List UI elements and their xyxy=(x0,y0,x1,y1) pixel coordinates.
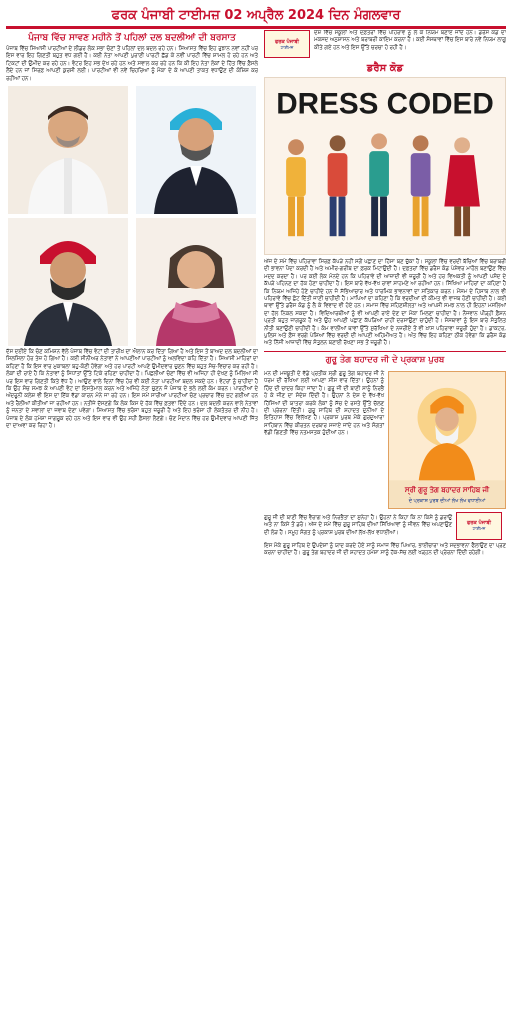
person-photo-icon xyxy=(134,86,258,214)
leader-photo-4 xyxy=(134,218,258,346)
masthead-rule xyxy=(6,26,506,29)
right-column xyxy=(264,30,506,1020)
guru-paragraph-2: ਗੁਰੂ ਜੀ ਦੀ ਬਾਣੀ ਵਿੱਚ ਵੈਰਾਗ ਅਤੇ ਨਿਰਭੈਤਾ ਦਾ ਸੁਨੇਹਾ ਹੈ। ਉਹਨਾਂ ਨੇ ਕਿਹਾ ਕਿ ਨਾ ਕਿਸੇ ਨੂੰ ਡਰਾਉ ਅਤੇ ਨਾ ਕਿਸੇ ਤੋਂ ਡਰੋ। ਅੱਜ ਦੇ ਸਮੇਂ ਵਿੱਚ ਗੁਰੂ ਸਾਹਿਬ ਦੀਆਂ ਸਿੱਖਿਆਵਾਂ ਨੂੰ ਜੀਵਨ ਵਿੱਚ ਅਪਣਾਉਣ ਦੀ ਲੋੜ ਹੈ। ਸਮੂਹ ਸੰਗਤ ਨੂੰ ਪ੍ਰਕਾਸ਼ ਪੁਰਬ ਦੀਆਂ ਲੱਖ-ਲੱਖ ਵਧਾਈਆਂ। xyxy=(264,514,452,536)
left-headline: ਪੰਜਾਬ ਵਿੱਚ ਸਾਵਣ ਮਹੀਨੇ ਤੋਂ ਪਹਿਲਾਂ ਦਲ ਬਦਲੀਆਂ ਦੀ ਬਰਸਾਤ xyxy=(28,33,236,43)
dress-intro-text: ਦੇਸ਼ ਵਿੱਚ ਸਕੂਲਾਂ ਅਤੇ ਦਫ਼ਤਰਾਂ ਵਿੱਚ ਪਹਿਰਾਵੇ ਨੂੰ ਲੈ ਕੇ ਨਿਯਮ ਬਣਾਏ ਜਾਂਦੇ ਹਨ। ਡਰੈਸ ਕੋਡ ਦਾ ਮਕਸਦ ਅਨੁਸ਼ਾਸਨ ਅਤੇ ਬਰਾਬਰੀ ਕਾਇਮ ਕਰਨਾ ਹੈ। ਕਈ ਸੰਸਥਾਵਾਂ ਵਿੱਚ ਇਸ ਬਾਰੇ ਨਵੇਂ ਨਿਯਮ ਲਾਗੂ ਕੀਤੇ ਗਏ ਹਨ ਅਤੇ ਇਸ ਉੱਤੇ ਚਰਚਾ ਹੋ ਰਹੀ ਹੈ। xyxy=(314,30,506,51)
page-columns xyxy=(6,30,506,1020)
closing-paragraph: ਇਸ ਮੌਕੇ ਗੁਰੂ ਸਾਹਿਬ ਦੇ ਉਪਦੇਸ਼ਾਂ ਨੂੰ ਯਾਦ ਕਰਦੇ ਹੋਏ ਸਾਨੂੰ ਸਮਾਜ ਵਿੱਚ ਪਿਆਰ, ਭਾਈਚਾਰਾ ਅਤੇ ਸਦਭਾਵਨਾ ਫੈਲਾਉਣ ਦਾ ਪ੍ਰਣ ਕਰਨਾ ਚਾਹੀਦਾ ਹੈ। ਗੁਰੂ ਤੇਗ ਬਹਾਦਰ ਜੀ ਦੀ ਸ਼ਹਾਦਤ ਹਮੇਸ਼ਾ ਸਾਨੂੰ ਹੱਕ-ਸੱਚ ਲਈ ਖੜ੍ਹਨ ਦੀ ਪ੍ਰੇਰਨਾ ਦਿੰਦੀ ਰਹੇਗੀ। xyxy=(264,542,506,557)
leader-photo-1 xyxy=(6,86,130,214)
dress-code-banner xyxy=(264,77,506,255)
dress-article: ਅੱਜ ਦੇ ਸਮੇਂ ਵਿੱਚ ਪਹਿਰਾਵਾ ਸਿਰਫ਼ ਕੱਪੜੇ ਨਹੀਂ ਸਗੋਂ ਪਛਾਣ ਦਾ ਹਿੱਸਾ ਬਣ ਚੁੱਕਾ ਹੈ। ਸਕੂਲਾਂ ਵਿੱਚ ਵਰਦੀ ਬੱਚਿਆਂ ਵਿੱਚ ਬਰਾਬਰੀ ਦੀ ਭਾਵਨਾ ਪੈਦਾ ਕਰਦੀ ਹੈ ਅਤੇ ਅਮੀਰ-ਗਰੀਬ ਦਾ ਫ਼ਰਕ ਮਿਟਾਉਂਦੀ ਹੈ। ਦਫ਼ਤਰਾਂ ਵਿੱਚ ਡਰੈਸ ਕੋਡ ਪੇਸ਼ੇਵਰ ਮਾਹੌਲ ਬਣਾਉਣ ਵਿੱਚ ਮਦਦ ਕਰਦਾ ਹੈ। ਪਰ ਕਈ ਲੋਕ ਮੰਨਦੇ ਹਨ ਕਿ ਪਹਿਰਾਵੇ ਦੀ ਆਜ਼ਾਦੀ ਵੀ ਜ਼ਰੂਰੀ ਹੈ ਅਤੇ ਹਰ ਵਿਅਕਤੀ ਨੂੰ ਆਪਣੀ ਪਸੰਦ ਦੇ ਕੱਪੜੇ ਪਹਿਨਣ ਦਾ ਹੱਕ ਹੋਣਾ ਚਾਹੀਦਾ ਹੈ। ਇਸ ਬਾਰੇ ਵੱਖ-ਵੱਖ ਰਾਵਾਂ ਸਾਹਮਣੇ ਆ ਰਹੀਆਂ ਹਨ। ਸਿੱਖਿਆ ਮਾਹਿਰਾਂ ਦਾ ਕਹਿਣਾ ਹੈ ਕਿ ਨਿਯਮ ਅਜਿਹੇ ਹੋਣੇ ਚਾਹੀਦੇ ਹਨ ਜੋ ਸੱਭਿਆਚਾਰ ਅਤੇ ਧਾਰਮਿਕ ਭਾਵਨਾਵਾਂ ਦਾ ਸਤਿਕਾਰ ਕਰਨ। ਮੌਸਮ ਦੇ ਹਿਸਾਬ ਨਾਲ ਵੀ ਪਹਿਰਾਵੇ ਵਿੱਚ ਛੋਟ ਦਿੱਤੀ ਜਾਣੀ ਚਾਹੀਦੀ ਹੈ। ਮਾਪਿਆਂ ਦਾ ਕਹਿਣਾ ਹੈ ਕਿ ਵਰਦੀਆਂ ਦੀ ਕੀਮਤ ਵੀ ਵਾਜਬ ਹੋਣੀ ਚਾਹੀਦੀ ਹੈ। ਕਈ ਥਾਵਾਂ ਉੱਤੇ ਡਰੈਸ ਕੋਡ ਨੂੰ ਲੈ ਕੇ ਵਿਵਾਦ ਵੀ ਹੋਏ ਹਨ। ਸਮਾਜ ਵਿੱਚ ਸਹਿਣਸ਼ੀਲਤਾ ਅਤੇ ਆਪਸੀ ਸਮਝ ਨਾਲ ਹੀ ਇਹਨਾਂ ਮਸਲਿਆਂ ਦਾ ਹੱਲ ਨਿਕਲ ਸਕਦਾ ਹੈ। ਵਿਦਿਆਰਥੀਆਂ ਨੂੰ ਵੀ ਆਪਣੀ ਰਾਏ ਦੇਣ ਦਾ ਮੌਕਾ ਮਿਲਣਾ ਚਾਹੀਦਾ ਹੈ। ਨੌਜਵਾਨ ਪੀੜ੍ਹੀ ਫ਼ੈਸ਼ਨ ਪ੍ਰਤੀ ਬਹੁਤ ਜਾਗਰੂਕ ਹੈ ਅਤੇ ਉਹ ਆਪਣੀ ਪਛਾਣ ਕੱਪੜਿਆਂ ਰਾਹੀਂ ਦਰਸਾਉਣਾ ਚਾਹੁੰਦੀ ਹੈ। ਸੰਸਥਾਵਾਂ ਨੂੰ ਇਸ ਬਾਰੇ ਸੰਤੁਲਿਤ ਨੀਤੀ ਬਣਾਉਣੀ ਚਾਹੀਦੀ ਹੈ। ਕੰਮ ਵਾਲੀਆਂ ਥਾਵਾਂ ਉੱਤੇ ਸੁਰੱਖਿਆ ਦੇ ਨਜ਼ਰੀਏ ਤੋਂ ਵੀ ਖ਼ਾਸ ਪਹਿਰਾਵਾ ਜ਼ਰੂਰੀ ਹੁੰਦਾ ਹੈ। ਡਾਕਟਰ, ਪੁਲਿਸ ਅਤੇ ਫ਼ੌਜ ਵਰਗੇ ਪੇਸ਼ਿਆਂ ਵਿੱਚ ਵਰਦੀ ਦੀ ਆਪਣੀ ਅਹਿਮੀਅਤ ਹੈ। ਅੰਤ ਵਿੱਚ ਇਹ ਕਹਿਣਾ ਠੀਕ ਹੋਵੇਗਾ ਕਿ ਡਰੈਸ ਕੋਡ ਅਤੇ ਨਿੱਜੀ ਆਜ਼ਾਦੀ ਵਿੱਚ ਸੰਤੁਲਨ ਬਣਾਈ ਰੱਖਣਾ ਸਭ ਤੋਂ ਜ਼ਰੂਰੀ ਹੈ। xyxy=(264,259,506,347)
logo-line-2: ਟਾਈਮਜ਼ xyxy=(472,526,486,532)
person-photo-icon xyxy=(134,218,258,346)
left-paragraph-1: ਪੰਜਾਬ ਵਿੱਚ ਸਿਆਸੀ ਪਾਰਟੀਆਂ ਦੇ ਲੀਡਰ ਲੋਕ ਸਭਾ ਚੋਣਾਂ ਤੋਂ ਪਹਿਲਾਂ ਦਲ ਬਦਲ ਰਹੇ ਹਨ। ਸਿਆਸਤ ਵਿੱਚ ਇਹ ਰੁਝਾਨ ਨਵਾਂ ਨਹੀਂ ਪਰ ਇਸ ਵਾਰ ਇਹ ਗਿਣਤੀ ਬਹੁਤ ਵਧ ਗਈ ਹੈ। ਕਈ ਨੇਤਾ ਆਪਣੀ ਪੁਰਾਣੀ ਪਾਰਟੀ ਛੱਡ ਕੇ ਨਵੀਂ ਪਾਰਟੀ ਵਿੱਚ ਸ਼ਾਮਲ ਹੋ ਰਹੇ ਹਨ ਅਤੇ ਟਿਕਟਾਂ ਦੀ ਉਮੀਦ ਕਰ ਰਹੇ ਹਨ। ਵੋਟਰ ਇਹ ਸਭ ਦੇਖ ਰਹੇ ਹਨ ਅਤੇ ਸਵਾਲ ਕਰ ਰਹੇ ਹਨ ਕਿ ਕੀ ਇਹ ਨੇਤਾ ਲੋਕਾਂ ਦੇ ਹਿੱਤ ਵਿੱਚ ਫ਼ੈਸਲੇ ਲੈਂਦੇ ਹਨ ਜਾਂ ਸਿਰਫ਼ ਆਪਣੀ ਕੁਰਸੀ ਲਈ। ਪਾਰਟੀਆਂ ਵੀ ਨਵੇਂ ਚਿਹਰਿਆਂ ਨੂੰ ਮੌਕਾ ਦੇ ਕੇ ਆਪਣੀ ਤਾਕਤ ਵਧਾਉਣ ਦੀ ਕੋਸ਼ਿਸ਼ ਕਰ ਰਹੀਆਂ ਹਨ। xyxy=(6,46,258,82)
person-photo-icon xyxy=(6,86,130,214)
poster-title: ਸ੍ਰੀ ਗੁਰੂ ਤੇਗ ਬਹਾਦਰ ਸਾਹਿਬ ਜੀ xyxy=(404,485,490,494)
person-photo-icon xyxy=(6,218,130,346)
guru-text-block xyxy=(264,371,384,509)
banner-text: DRESS CODED xyxy=(276,87,494,121)
guru-poster xyxy=(388,371,506,509)
masthead-title: ਫਰਕ ਪੰਜਾਬੀ ਟਾਈਮਜ਼ 02 ਅਪ੍ਰੈਲ 2024 ਦਿਨ ਮੰਗਲਵਾਰ xyxy=(111,7,401,23)
left-paragraph-2: ਦੱਸ ਦਈਏ ਕਿ ਚੋਣ ਕਮਿਸ਼ਨ ਵੱਲੋਂ ਪੰਜਾਬ ਵਿੱਚ ਵੋਟਾਂ ਦੀ ਤਾਰੀਖ਼ ਦਾ ਐਲਾਨ ਕਰ ਦਿੱਤਾ ਗਿਆ ਹੈ ਅਤੇ ਇਸ ਤੋਂ ਬਾਅਦ ਦਲ ਬਦਲੀਆਂ ਦਾ ਸਿਲਸਿਲਾ ਹੋਰ ਤੇਜ਼ ਹੋ ਗਿਆ ਹੈ। ਕਈ ਸੀਨੀਅਰ ਨੇਤਾਵਾਂ ਨੇ ਆਪਣੀਆਂ ਪਾਰਟੀਆਂ ਨੂੰ ਅਲਵਿਦਾ ਕਹਿ ਦਿੱਤਾ ਹੈ। ਸਿਆਸੀ ਮਾਹਿਰਾਂ ਦਾ ਕਹਿਣਾ ਹੈ ਕਿ ਇਸ ਵਾਰ ਮੁਕਾਬਲਾ ਬਹੁ-ਕੋਣੀ ਹੋਵੇਗਾ ਅਤੇ ਹਰ ਪਾਰਟੀ ਆਪਣੇ ਉਮੀਦਵਾਰ ਚੁਣਨ ਵਿੱਚ ਬਹੁਤ ਸੋਚ-ਵਿਚਾਰ ਕਰ ਰਹੀ ਹੈ। ਲੋਕਾਂ ਦੀ ਰਾਏ ਹੈ ਕਿ ਨੇਤਾਵਾਂ ਨੂੰ ਸਿਧਾਂਤਾਂ ਉੱਤੇ ਟਿਕੇ ਰਹਿਣਾ ਚਾਹੀਦਾ ਹੈ। ਪਿਛਲੀਆਂ ਚੋਣਾਂ ਵਿੱਚ ਵੀ ਅਜਿਹਾ ਹੀ ਦੇਖਣ ਨੂੰ ਮਿਲਿਆ ਸੀ ਪਰ ਇਸ ਵਾਰ ਗਿਣਤੀ ਕਿਤੇ ਵੱਧ ਹੈ। ਆਉਣ ਵਾਲੇ ਦਿਨਾਂ ਵਿੱਚ ਹੋਰ ਵੀ ਕਈ ਨੇਤਾ ਪਾਰਟੀਆਂ ਬਦਲ ਸਕਦੇ ਹਨ। ਵੋਟਰਾਂ ਨੂੰ ਚਾਹੀਦਾ ਹੈ ਕਿ ਉਹ ਸੋਚ ਸਮਝ ਕੇ ਆਪਣੀ ਵੋਟ ਦਾ ਇਸਤੇਮਾਲ ਕਰਨ ਅਤੇ ਅਜਿਹੇ ਨੇਤਾ ਚੁਣਨ ਜੋ ਪੰਜਾਬ ਦੇ ਭਲੇ ਲਈ ਕੰਮ ਕਰਨ। ਪਾਰਟੀਆਂ ਦੇ ਅੰਦਰੂਨੀ ਕਲੇਸ਼ ਵੀ ਇਸ ਦਾ ਇੱਕ ਵੱਡਾ ਕਾਰਨ ਮੰਨੇ ਜਾ ਰਹੇ ਹਨ। ਇਸ ਸਮੇਂ ਸਾਰੀਆਂ ਪਾਰਟੀਆਂ ਚੋਣ ਪ੍ਰਚਾਰ ਵਿੱਚ ਜੁਟ ਗਈਆਂ ਹਨ ਅਤੇ ਰੈਲੀਆਂ ਕੀਤੀਆਂ ਜਾ ਰਹੀਆਂ ਹਨ। ਨਤੀਜੇ ਦੱਸਣਗੇ ਕਿ ਲੋਕ ਕਿਸ ਦੇ ਹੱਕ ਵਿੱਚ ਫ਼ਤਵਾ ਦਿੰਦੇ ਹਨ। ਦਲ ਬਦਲੀ ਕਰਨ ਵਾਲੇ ਨੇਤਾਵਾਂ ਨੂੰ ਜਨਤਾ ਦੇ ਸਵਾਲਾਂ ਦਾ ਜਵਾਬ ਦੇਣਾ ਪਵੇਗਾ। ਸਿਆਸਤ ਵਿੱਚ ਭਰੋਸਾ ਬਹੁਤ ਜ਼ਰੂਰੀ ਹੈ ਅਤੇ ਇਹ ਭਰੋਸਾ ਹੀ ਲੋਕਤੰਤਰ ਦੀ ਨੀਂਹ ਹੈ। ਪੰਜਾਬ ਦੇ ਲੋਕ ਹਮੇਸ਼ਾ ਜਾਗਰੂਕ ਰਹੇ ਹਨ ਅਤੇ ਇਸ ਵਾਰ ਵੀ ਉਹ ਸਹੀ ਫ਼ੈਸਲਾ ਲੈਣਗੇ। ਚੋਣ ਮੈਦਾਨ ਵਿੱਚ ਹਰ ਉਮੀਦਵਾਰ ਆਪਣੀ ਜਿੱਤ ਦਾ ਦਾਅਵਾ ਕਰ ਰਿਹਾ ਹੈ। xyxy=(6,349,258,430)
poster-subtitle: ਦੇ ਪ੍ਰਕਾਸ਼ ਪੁਰਬ ਦੀਆਂ ਲੱਖ ਲੱਖ ਵਧਾਈਆਂ xyxy=(408,497,486,504)
guru-section xyxy=(264,371,506,509)
dress-section-title: ਡਰੈਸ ਕੋਡ xyxy=(366,63,404,74)
leaders-photo-grid xyxy=(6,86,258,346)
guru-portrait-icon xyxy=(389,372,505,508)
logo-line-2: ਟਾਈਮਜ਼ xyxy=(280,44,294,50)
promo-block xyxy=(264,512,506,540)
guru-section-title: ਗੁਰੂ ਤੇਗ ਬਹਾਦਰ ਜੀ ਦੇ ਪ੍ਰਕਾਸ਼ ਪੁਰਬ xyxy=(325,354,445,365)
newspaper-logo-icon xyxy=(264,30,310,58)
logo-line-1: ਫਰਕ ਪੰਜਾਬੀ xyxy=(466,520,492,527)
dress-illustration-icon xyxy=(265,78,505,254)
guru-paragraph: ਮਨ ਦੀ ਮਜ਼ਬੂਤੀ ਦੇ ਵੱਡੇ ਪ੍ਰਤੀਕ ਸ੍ਰੀ ਗੁਰੂ ਤੇਗ ਬਹਾਦਰ ਜੀ ਨੇ ਧਰਮ ਦੀ ਰੱਖਿਆ ਲਈ ਆਪਣਾ ਸੀਸ ਵਾਰ ਦਿੱਤਾ। ਉਹਨਾਂ ਨੂੰ ਹਿੰਦ ਦੀ ਚਾਦਰ ਕਿਹਾ ਜਾਂਦਾ ਹੈ। ਗੁਰੂ ਜੀ ਦੀ ਬਾਣੀ ਸਾਨੂੰ ਨਿਰਭੈ ਹੋ ਕੇ ਜੀਣ ਦਾ ਸੰਦੇਸ਼ ਦਿੰਦੀ ਹੈ। ਉਹਨਾਂ ਨੇ ਦੇਸ਼ ਦੇ ਵੱਖ-ਵੱਖ ਹਿੱਸਿਆਂ ਦੀ ਯਾਤਰਾ ਕਰਕੇ ਲੋਕਾਂ ਨੂੰ ਸੱਚ ਦੇ ਰਸਤੇ ਉੱਤੇ ਚੱਲਣ ਦੀ ਪ੍ਰੇਰਨਾ ਦਿੱਤੀ। ਗੁਰੂ ਸਾਹਿਬ ਦੀ ਸ਼ਹਾਦਤ ਦੁਨੀਆ ਦੇ ਇਤਿਹਾਸ ਵਿੱਚ ਵਿਲੱਖਣ ਹੈ। ਪ੍ਰਕਾਸ਼ ਪੁਰਬ ਮੌਕੇ ਗੁਰਦੁਆਰਾ ਸਾਹਿਬਾਨ ਵਿੱਚ ਕੀਰਤਨ ਦਰਬਾਰ ਸਜਾਏ ਜਾਂਦੇ ਹਨ ਅਤੇ ਸੰਗਤਾਂ ਵੱਡੀ ਗਿਣਤੀ ਵਿੱਚ ਨਤਮਸਤਕ ਹੁੰਦੀਆਂ ਹਨ। xyxy=(264,370,384,437)
left-column xyxy=(6,30,258,1020)
leader-photo-2 xyxy=(134,86,258,214)
newspaper-logo-icon xyxy=(456,512,502,540)
leader-photo-3 xyxy=(6,218,130,346)
dress-intro xyxy=(264,30,506,58)
logo-line-1: ਫਰਕ ਪੰਜਾਬੀ xyxy=(274,38,300,45)
section-divider xyxy=(264,351,506,352)
